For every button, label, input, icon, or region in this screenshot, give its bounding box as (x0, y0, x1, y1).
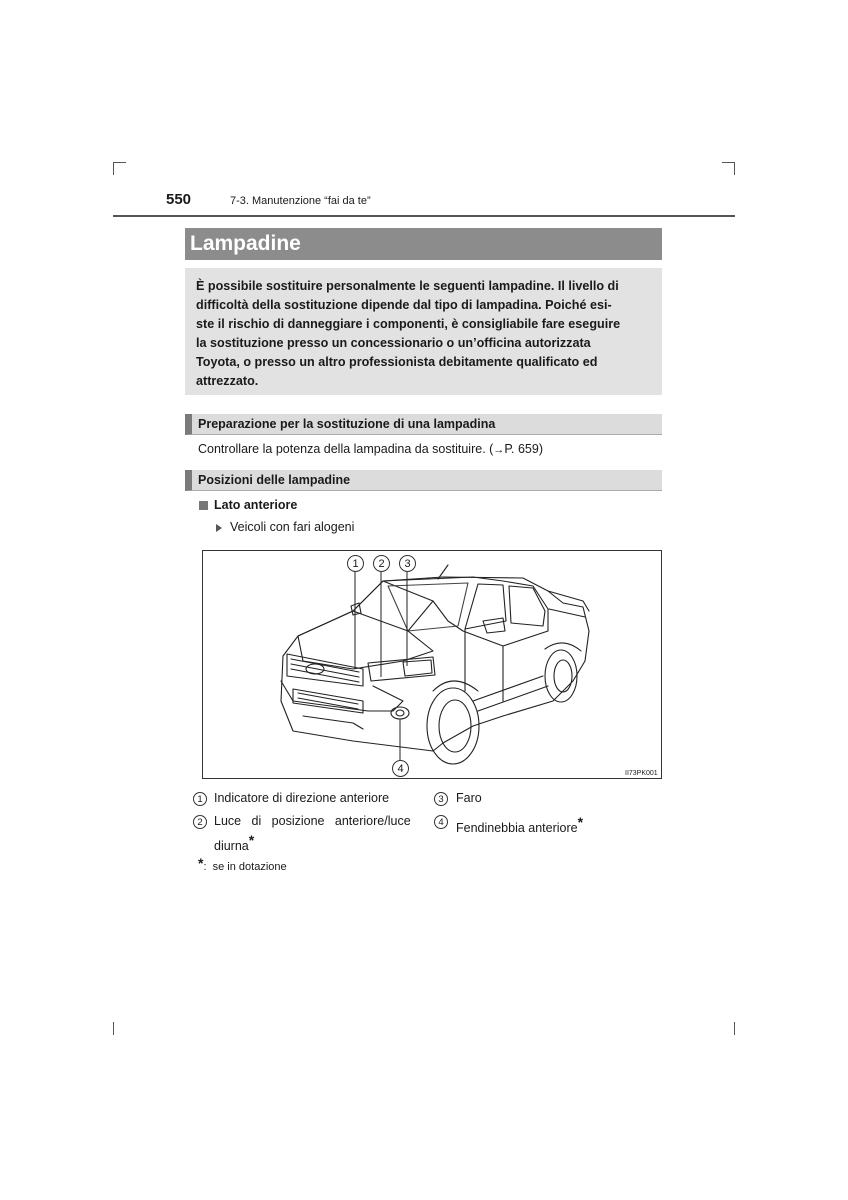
crop-mark-bottom-right (734, 1022, 735, 1035)
callout-1: 1 (347, 555, 364, 572)
triangle-bullet-icon (216, 524, 222, 532)
legend-number: 1 (193, 792, 207, 806)
preparation-text (198, 442, 543, 456)
bullet-text: Lato anteriore (214, 498, 298, 512)
legend-item-4 (456, 814, 583, 835)
callout-2: 2 (373, 555, 390, 572)
page-reference-link[interactable]: P. 659) (504, 442, 544, 456)
legend-item-3: Faro (456, 791, 482, 805)
sub-bullet-text: Veicoli con fari alogeni (230, 520, 355, 534)
crop-mark-top-right-v (734, 162, 735, 175)
intro-line: difficoltà della sostituzione dipende dal tipo di lampadina. Poiché esi- (196, 298, 612, 313)
arrow-icon: → (493, 444, 505, 456)
legend-item-2-line1: Luce di posizione anteriore/luce (214, 814, 411, 828)
legend-item-1: Indicatore di direzione anteriore (214, 791, 390, 805)
figure-code: II73PK001 (625, 770, 658, 777)
crop-mark-top-left-h (113, 162, 126, 163)
asterisk-mark: * (577, 814, 584, 830)
callout-4: 4 (392, 760, 409, 777)
section-reference: 7-3. Manutenzione “fai da te” (230, 195, 371, 207)
crop-mark-top-left-v (113, 162, 114, 175)
callout-3: 3 (399, 555, 416, 572)
section-heading-bar (185, 414, 662, 435)
header-rule (113, 215, 735, 217)
legend-item-2-text: diurna (214, 839, 249, 853)
intro-line: ste il rischio di danneggiare i componenti, è consigliabile fare eseguire (196, 317, 621, 332)
pickup-truck-illustration (203, 551, 661, 778)
intro-line: la sostituzione presso un concessionario o un’officina autorizzata (196, 336, 591, 351)
legend-number: 2 (193, 815, 207, 829)
vehicle-figure (202, 550, 662, 779)
preparation-text-start: Controllare la potenza della lampadina da sostituire. ( (198, 442, 494, 456)
page-title-bar (185, 228, 662, 260)
footnote-text: : se in dotazione (203, 861, 287, 873)
square-bullet-icon (199, 501, 208, 510)
page-title: Lampadine (190, 232, 301, 255)
intro-text (196, 277, 653, 392)
footnote-asterisk: * (198, 855, 204, 871)
intro-line: attrezzato. (196, 374, 259, 389)
page-number: 550 (166, 191, 192, 208)
legend-item-2-line2 (214, 832, 254, 853)
asterisk-mark: * (248, 832, 255, 848)
footnote (198, 855, 287, 873)
section-heading: Preparazione per la sostituzione di una lampadina (198, 417, 496, 431)
intro-line: È possibile sostituire personalmente le seguenti lampadine. Il livello di (196, 279, 619, 293)
section-heading-bar (185, 470, 662, 491)
intro-line: Toyota, o presso un altro professionista debitamente qualificato ed (196, 355, 598, 370)
legend-item-4-text: Fendinebbia anteriore (456, 821, 578, 835)
legend-number: 3 (434, 792, 448, 806)
intro-box (185, 268, 662, 395)
section-heading: Posizioni delle lampadine (198, 473, 351, 487)
crop-mark-bottom-left (113, 1022, 114, 1035)
legend-number: 4 (434, 815, 448, 829)
